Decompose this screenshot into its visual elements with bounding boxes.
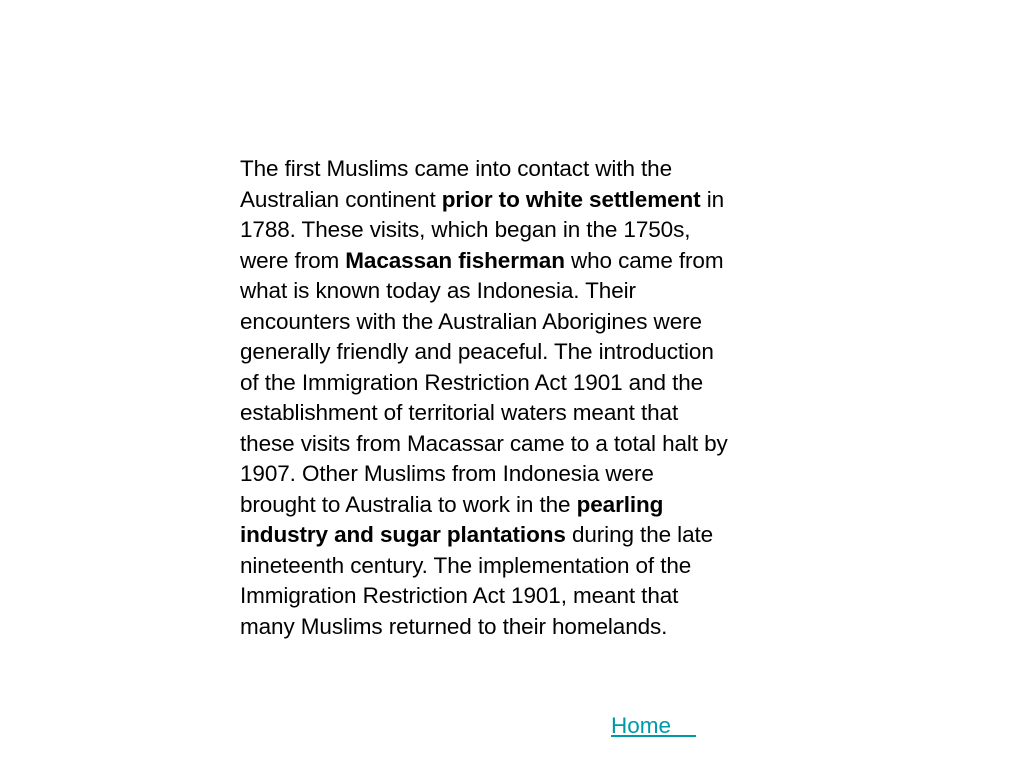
text-line: of the Immigration Restriction Act 1901 and the <box>240 369 704 395</box>
text-line: many Muslims returned to their homelands. <box>240 613 668 639</box>
text-line: nineteenth century. The implementation of the <box>240 552 692 578</box>
bold-phrase: industry and sugar plantations <box>240 522 566 547</box>
text-line: in <box>700 186 725 212</box>
text-line: during the late <box>565 522 714 547</box>
bold-phrase: prior to white settlement <box>441 186 701 212</box>
bold-phrase: Macassan fisherman <box>345 247 565 273</box>
text-line: what is known today as Indonesia. Their <box>240 278 636 303</box>
home-link[interactable]: Home <box>611 713 697 738</box>
text-line: generally friendly and peaceful. The introduction <box>240 339 714 364</box>
text-line: encounters with the Australian Aborigines were <box>240 308 702 334</box>
text-line: Immigration Restriction Act 1901, meant that <box>240 583 679 608</box>
text-line: Australian continent <box>240 186 442 212</box>
text-line: were from <box>240 247 346 273</box>
bold-phrase: pearling <box>576 491 664 517</box>
text-line: establishment of territorial waters meant that <box>240 400 679 425</box>
text-line: The first Muslims came into contact with the <box>240 156 672 181</box>
text-line: 1788. These visits, which began in the 1750s, <box>240 217 691 242</box>
text-line: these visits from Macassar came to a total halt by <box>240 430 728 456</box>
text-line: 1907. Other Muslims from Indonesia were <box>240 461 654 486</box>
body-paragraph <box>240 154 810 642</box>
text-line: who came from <box>564 247 724 273</box>
text-line: brought to Australia to work in the <box>240 491 577 517</box>
